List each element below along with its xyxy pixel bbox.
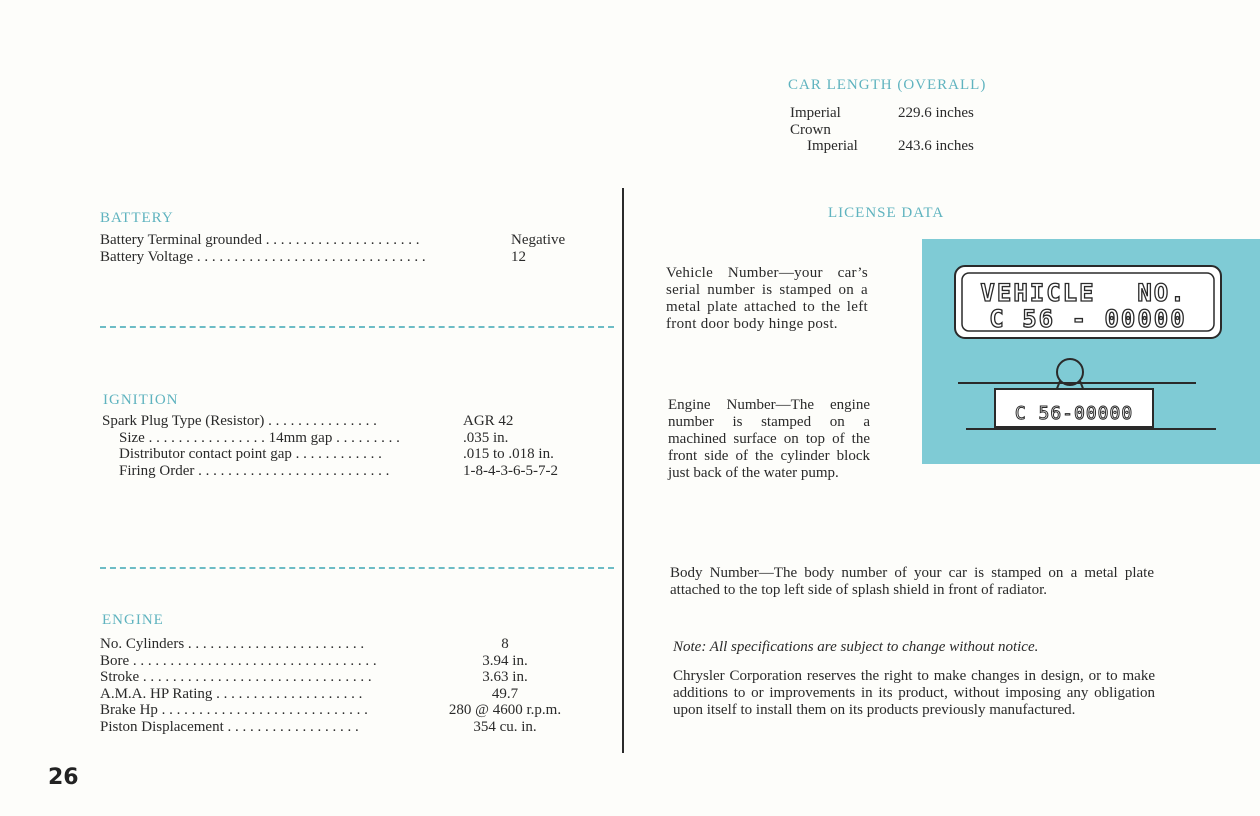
table-row: No. Cylinders . . . . . . . . . . . . . . . . . . . . . . . . 8 (100, 636, 509, 652)
ignition-table (102, 413, 602, 479)
license-heading: LICENSE DATA (828, 205, 945, 221)
section-divider (100, 567, 614, 569)
table-row: Spark Plug Type (Resistor) . . . . . . . . . . . . . . . AGR 42 (102, 413, 514, 429)
table-row: Battery Voltage . . . . . . . . . . . . . . . . . . . . . . . . . . . . . . . 12 (100, 248, 526, 265)
emblem-icon (1057, 359, 1083, 385)
table-row: Firing Order . . . . . . . . . . . . . . . . . . . . . . . . . . 1-8-4-3-6-5-7-2 (119, 462, 558, 479)
engine-table (100, 636, 600, 735)
battery-table (100, 232, 600, 265)
disclaimer-text: Chrysler Corporation reserves the right to make changes in design, or to make additions to or improvements in its product, without imposing any obligation upon itself to install them on its products previously manufactured. (673, 668, 1155, 718)
table-row: Stroke . . . . . . . . . . . . . . . . . . . . . . . . . . . . . . . 3.63 in. (100, 669, 528, 685)
engine-heading: ENGINE (102, 612, 164, 628)
engine-stamp: C 56-00000 (1014, 403, 1134, 424)
table-row: Crown (790, 121, 831, 138)
table-row: Bore . . . . . . . . . . . . . . . . . . . . . . . . . . . . . . . . . 3.94 in. (100, 652, 528, 669)
body-number-text: Body Number—The body number of your car is stamped on a metal plate attached to the top left side of splash shield in front of radiator. (670, 565, 1154, 598)
table-row: Battery Terminal grounded . . . . . . . . . . . . . . . . . . . . . Negative (100, 232, 566, 248)
specifications-note: Note: All specifications are subject to change without notice. (673, 639, 1039, 655)
table-row: Imperial 229.6 inches (790, 105, 974, 121)
table-row: Imperial 243.6 inches (807, 138, 974, 154)
license-plate-illustration (922, 239, 1260, 464)
table-row: Piston Displacement . . . . . . . . . . . . . . . . . . 354 cu. in. (100, 718, 537, 735)
vehicle-number-text: Vehicle Number—your car’s serial number is stamped on a metal plate attached to the left front door body hinge post. (666, 265, 868, 332)
table-row: Brake Hp . . . . . . . . . . . . . . . . . . . . . . . . . . . . 280 @ 4600 r.p.m. (100, 702, 562, 718)
plate-drawing (922, 239, 1260, 464)
section-divider (100, 326, 614, 328)
table-row: A.M.A. HP Rating . . . . . . . . . . . . . . . . . . . . 49.7 (100, 685, 519, 702)
ignition-heading: IGNITION (103, 392, 179, 408)
car-length-table (790, 105, 1000, 155)
table-row: Distributor contact point gap . . . . . . . . . . . . .015 to .018 in. (119, 446, 554, 462)
plate-line1-left: VEHICLE (980, 279, 1096, 307)
engine-number-text: Engine Number—The engine number is stamped on a machined surface on top of the front side of the cylinder block just back of the water pump. (668, 397, 870, 481)
plate-line2: C 56 - 00000 (989, 305, 1187, 333)
page-number: 26 (48, 765, 79, 790)
table-row: Size . . . . . . . . . . . . . . . . 14mm gap . . . . . . . . . .035 in. (119, 429, 509, 446)
battery-heading: BATTERY (100, 210, 174, 226)
car-length-heading: CAR LENGTH (OVERALL) (788, 77, 987, 93)
column-divider (622, 188, 624, 753)
plate-line1-right: NO. (1137, 279, 1187, 307)
